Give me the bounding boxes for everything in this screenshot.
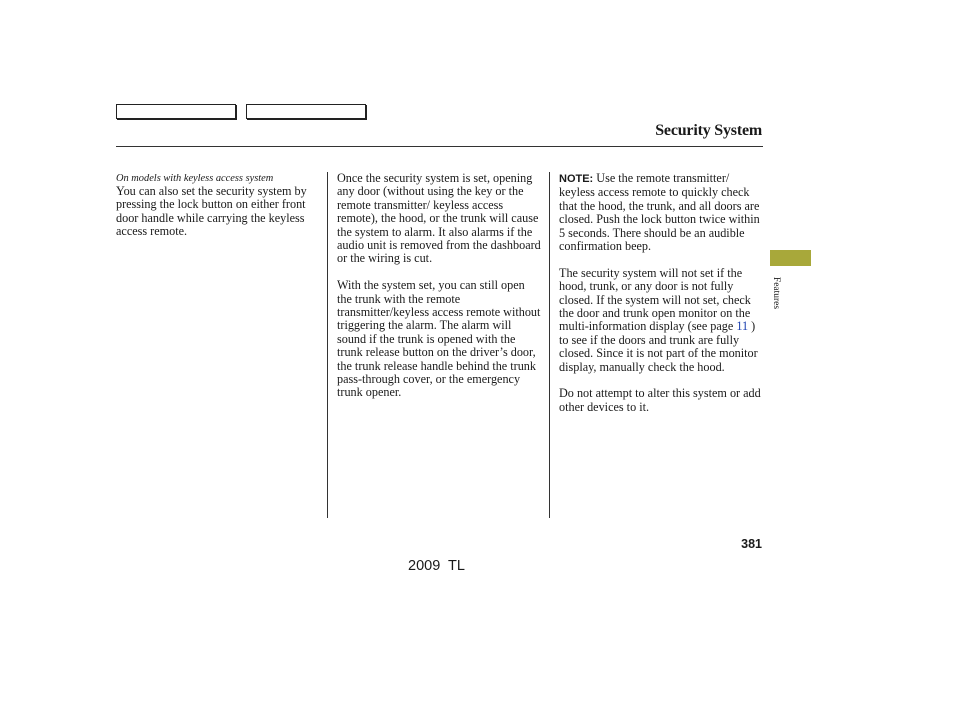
paragraph: You can also set the security system by pressing the lock button on either front door handle while carrying the keyless access remote. — [116, 184, 307, 239]
paragraph-text: ) to see if the doors and trunk are fully closed. Since it is not part of the monitor display, manually check the hood. — [559, 319, 758, 374]
model-label: 2009 TL — [408, 558, 465, 574]
page-number: 381 — [741, 537, 762, 551]
column-divider — [327, 172, 328, 518]
nav-button-previous[interactable] — [116, 104, 236, 119]
paragraph-text: The security system will not set if the hood, trunk, or any door is not fully closed. If the system will not set, check the door and trunk open monitor on the multi-information display (see page — [559, 265, 751, 334]
paragraph: Once the security system is set, opening any door (without using the key or the remote transmitter/ keyless access remote), the hood, or the trunk will cause the system to alarm. It also alarms if the audio unit is removed from the dashboard or the wiring is cut. — [337, 171, 541, 266]
text-column-1 — [116, 172, 321, 252]
model-caption: On models with keyless access system — [116, 173, 274, 184]
text-column-2 — [337, 172, 542, 413]
page-title: Security System — [655, 122, 762, 139]
paragraph: With the system set, you can still open the trunk with the remote transmitter/keyless access remote without triggering the alarm. The alarm will sound if the trunk is opened with the trunk release button on the driver’s door, the trunk release handle behind the trunk pass-through cover, or the emergency trunk opener. — [337, 278, 541, 400]
section-label-text: Features — [771, 276, 781, 310]
page-reference-link[interactable]: 11 — [736, 319, 749, 334]
note-paragraph — [559, 172, 766, 253]
column-divider — [549, 172, 550, 518]
note-text: Use the remote transmitter/ keyless access remote to quickly check that the hood, the trunk, and all doors are closed. Push the lock button twice within 5 seconds. There should be an audible confirmation beep. — [559, 171, 760, 254]
note-label: NOTE: — [559, 173, 594, 185]
paragraph — [559, 267, 766, 374]
text-column-3 — [559, 172, 766, 428]
paragraph: Do not attempt to alter this system or add other devices to it. — [559, 386, 761, 414]
section-tab[interactable] — [770, 250, 811, 266]
title-divider — [116, 146, 763, 147]
nav-button-next[interactable] — [246, 104, 366, 119]
